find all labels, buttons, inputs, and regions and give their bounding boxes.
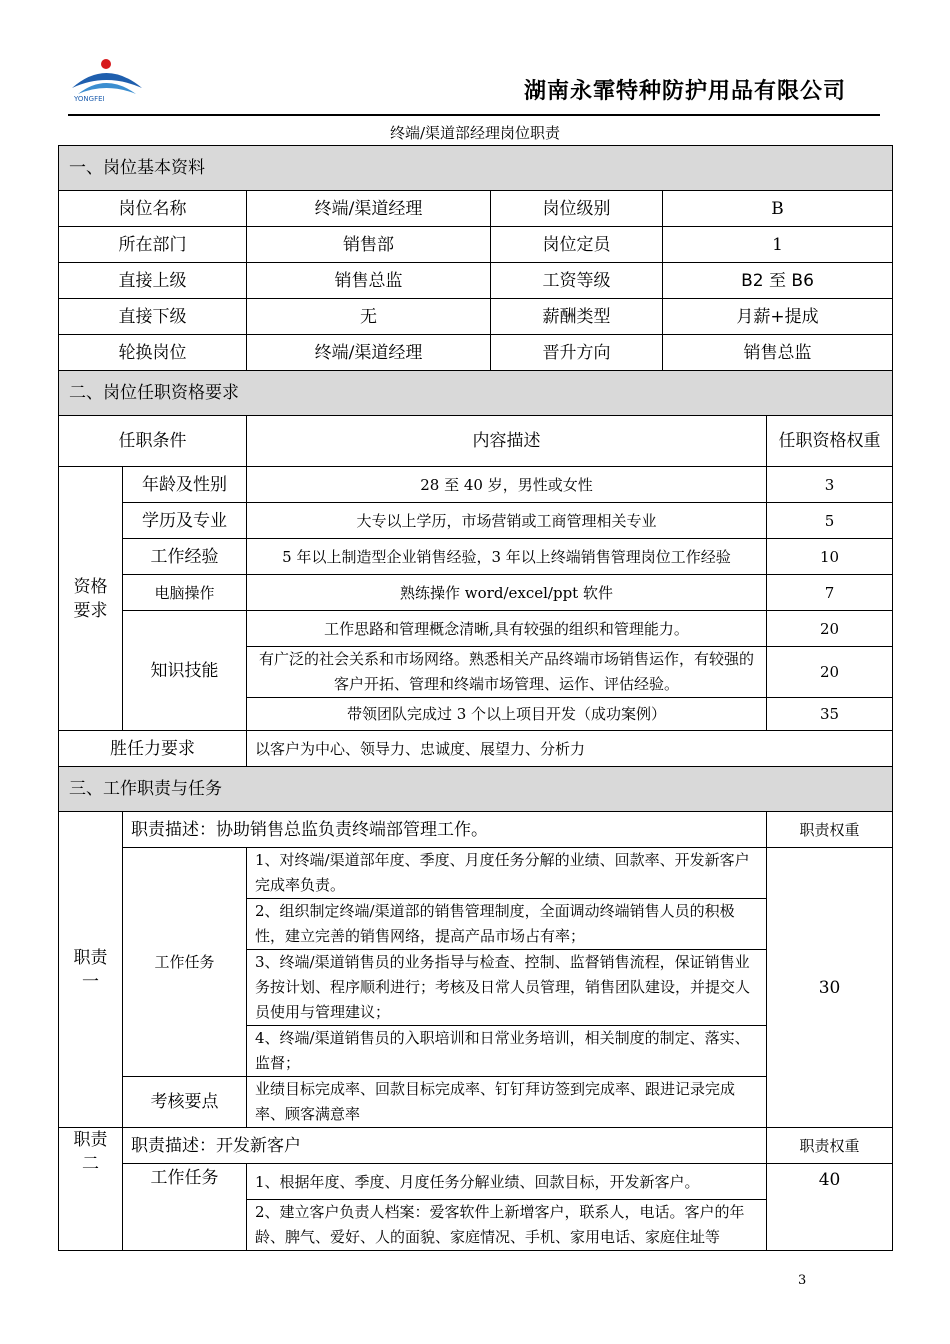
svg-text:YONGFEI: YONGFEI (74, 95, 105, 102)
duty1-label: 职责一 (59, 812, 123, 1128)
item-name: 工作经验 (123, 539, 247, 575)
qualification-group-label: 资格要求 (59, 467, 123, 731)
label-cell: 所在部门 (59, 227, 247, 263)
knowledge-label: 知识技能 (123, 611, 247, 731)
table-row (59, 227, 893, 263)
table-header-row (59, 416, 893, 467)
section1-heading: 一、岗位基本资料 (59, 146, 893, 191)
duty1-assess: 业绩目标完成率、回款目标完成率、钉钉拜访签到完成率、跟进记录完成率、顾客满意率 (247, 1077, 767, 1128)
column-header: 任职资格权重 (767, 416, 893, 467)
duty1-task: 1、对终端/渠道部年度、季度、月度任务分解的业绩、回款率、开发新客户完成率负责。 (247, 848, 767, 899)
duty1-assess-label: 考核要点 (123, 1077, 247, 1128)
table-row (59, 503, 893, 539)
knowledge-weight: 20 (767, 647, 893, 698)
table-row (59, 539, 893, 575)
competency-label: 胜任力要求 (59, 731, 247, 767)
table-row (59, 848, 893, 899)
duty2-label: 职责二 (59, 1128, 123, 1251)
company-logo (62, 52, 152, 102)
header-divider (68, 114, 880, 116)
item-name: 学历及专业 (123, 503, 247, 539)
table-row (59, 1164, 893, 1200)
knowledge-weight: 20 (767, 611, 893, 647)
value-cell: 终端/渠道经理 (247, 191, 491, 227)
label-cell: 轮换岗位 (59, 335, 247, 371)
duty1-task: 3、终端/渠道销售员的业务指导与检查、控制、监督销售流程，保证销售业务按计划、程序顺利进行；考核及日常人员管理，销售团队建设，并提交人员使用与管理建议； (247, 950, 767, 1026)
duty2-weight-label: 职责权重 (767, 1128, 893, 1164)
table-row (59, 731, 893, 767)
table-row (59, 191, 893, 227)
value-cell: 月薪+提成 (663, 299, 893, 335)
section2-heading: 二、岗位任职资格要求 (59, 371, 893, 416)
item-desc: 熟练操作 word/excel/ppt 软件 (247, 575, 767, 611)
value-cell: 无 (247, 299, 491, 335)
knowledge-desc: 有广泛的社会关系和市场网络。熟悉相关产品终端市场销售运作，有较强的客户开拓、管理和终端市场管理、运作、评估经验。 (247, 647, 767, 698)
duty2-task: 1、根据年度、季度、月度任务分解业绩、回款目标，开发新客户。 (247, 1164, 767, 1200)
item-name: 电脑操作 (123, 575, 247, 611)
label-cell: 薪酬类型 (491, 299, 663, 335)
knowledge-desc: 工作思路和管理概念清晰,具有较强的组织和管理能力。 (247, 611, 767, 647)
item-weight: 10 (767, 539, 893, 575)
value-cell: 销售总监 (247, 263, 491, 299)
column-header: 内容描述 (247, 416, 767, 467)
label-cell: 晋升方向 (491, 335, 663, 371)
item-desc: 28 至 40 岁，男性或女性 (247, 467, 767, 503)
section3-heading: 三、工作职责与任务 (59, 767, 893, 812)
company-name: 湖南永霏特种防护用品有限公司 (523, 79, 846, 104)
table-row (59, 1128, 893, 1164)
label-cell: 直接上级 (59, 263, 247, 299)
item-weight: 5 (767, 503, 893, 539)
duty2-desc: 职责描述：开发新客户 (123, 1128, 767, 1164)
value-cell: 销售总监 (663, 335, 893, 371)
page-number: 3 (798, 1273, 807, 1288)
table-row (59, 335, 893, 371)
table-row (59, 467, 893, 503)
value-cell: 终端/渠道经理 (247, 335, 491, 371)
duty1-desc: 职责描述：协助销售总监负责终端部管理工作。 (123, 812, 767, 848)
table-row (59, 575, 893, 611)
logo-icon (62, 52, 152, 102)
competency-desc: 以客户为中心、领导力、忠诚度、展望力、分析力 (247, 731, 893, 767)
knowledge-desc: 带领团队完成过 3 个以上项目开发（成功案例） (247, 698, 767, 731)
item-name: 年龄及性别 (123, 467, 247, 503)
label-cell: 工资等级 (491, 263, 663, 299)
table-row (59, 263, 893, 299)
duty1-weight: 30 (767, 848, 893, 1128)
item-weight: 7 (767, 575, 893, 611)
value-cell: 销售部 (247, 227, 491, 263)
value-cell: B2 至 B6 (663, 263, 893, 299)
item-desc: 大专以上学历，市场营销或工商管理相关专业 (247, 503, 767, 539)
table-row (59, 299, 893, 335)
duty1-task-label: 工作任务 (123, 848, 247, 1077)
document-title: 终端/渠道部经理岗位职责 (389, 124, 561, 142)
label-cell: 岗位定员 (491, 227, 663, 263)
duty1-task: 4、终端/渠道销售员的入职培训和日常业务培训，相关制度的制定、落实、监督； (247, 1026, 767, 1077)
value-cell: 1 (663, 227, 893, 263)
label-cell: 岗位名称 (59, 191, 247, 227)
job-description-table (58, 145, 893, 1251)
label-cell: 岗位级别 (491, 191, 663, 227)
duty1-weight-label: 职责权重 (767, 812, 893, 848)
duty2-weight: 40 (767, 1164, 893, 1251)
duty1-task: 2、组织制定终端/渠道部的销售管理制度，全面调动终端销售人员的积极性，建立完善的销售网络，提高产品市场占有率； (247, 899, 767, 950)
duty2-task-label: 工作任务 (123, 1164, 247, 1251)
label-cell: 直接下级 (59, 299, 247, 335)
item-desc: 5 年以上制造型企业销售经验，3 年以上终端销售管理岗位工作经验 (247, 539, 767, 575)
item-weight: 3 (767, 467, 893, 503)
knowledge-weight: 35 (767, 698, 893, 731)
table-row (59, 812, 893, 848)
value-cell: B (663, 191, 893, 227)
column-header: 任职条件 (59, 416, 247, 467)
table-row (59, 611, 893, 647)
duty2-task: 2、建立客户负责人档案：爱客软件上新增客户，联系人，电话。客户的年龄、脾气、爱好、人的面貌、家庭情况、手机、家用电话、家庭住址等 (247, 1200, 767, 1251)
